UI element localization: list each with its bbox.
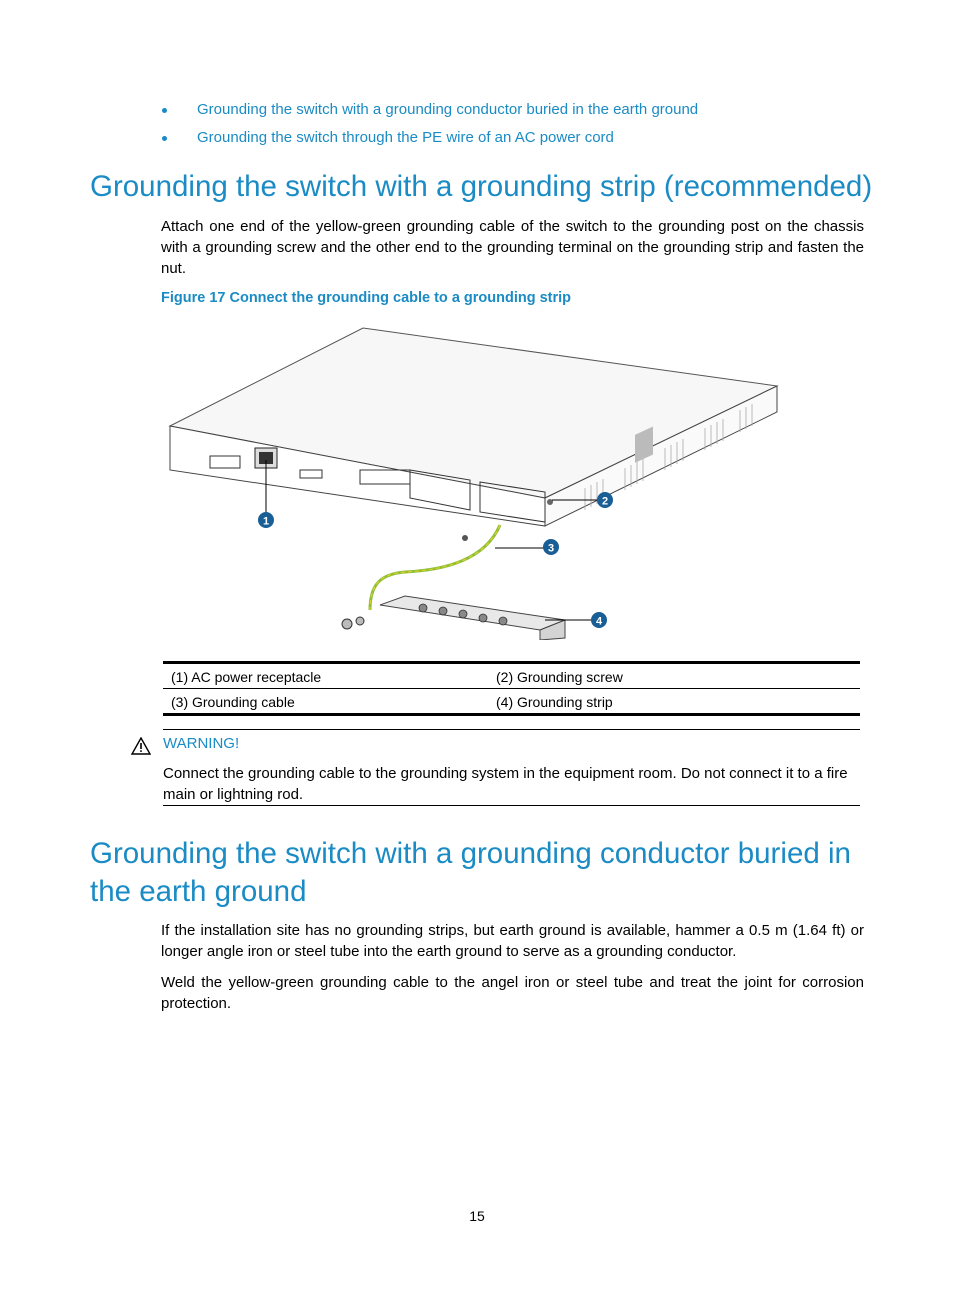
- body-paragraph: Weld the yellow-green grounding cable to the angel iron or steel tube and treat the joint for corrosion protection.: [161, 974, 864, 1012]
- nut-washer: [342, 617, 364, 629]
- bullet-item[interactable]: [160, 126, 920, 154]
- body-paragraph: If the installation site has no grounding strips, but earth ground is available, hammer a 0.5 m (1.64 ft) or longer angle iron or steel tube into the earth ground to serve as a grounding conductor.: [161, 922, 864, 960]
- grounding-cable: [370, 525, 500, 610]
- callout-3-label: 3: [547, 542, 555, 555]
- warning-icon: [131, 737, 151, 755]
- bullet-list: [160, 98, 920, 154]
- figure-legend-table: [163, 661, 860, 716]
- callout-1-label: 1: [262, 515, 270, 528]
- body-paragraph: Attach one end of the yellow-green grounding cable of the switch to the grounding post on the chassis with a grounding screw and the other end to the grounding terminal on the grounding strip and fasten the nut.: [161, 218, 864, 277]
- legend-cell: (1) AC power receptacle: [163, 663, 488, 689]
- page-number: 15: [469, 1208, 485, 1224]
- table-row: [163, 689, 860, 715]
- bullet-dot-icon: [162, 108, 167, 113]
- warning-divider: [163, 729, 860, 730]
- callout-2-label: 2: [601, 495, 609, 508]
- legend-cell: (3) Grounding cable: [171, 694, 295, 710]
- figure-caption: Figure 17 Connect the grounding cable to a grounding strip: [161, 290, 572, 306]
- warning-title: WARNING!: [163, 735, 240, 752]
- legend-cell: (4) Grounding strip: [496, 694, 613, 710]
- table-row: [163, 663, 860, 689]
- callout-4-label: 4: [595, 615, 603, 628]
- bullet-item[interactable]: [160, 98, 920, 126]
- bullet-link[interactable]: Grounding the switch through the PE wire of an AC power cord: [197, 129, 614, 146]
- screw: [462, 535, 468, 541]
- section-heading: Grounding the switch with a grounding strip (recommended): [90, 170, 873, 203]
- bullet-link[interactable]: Grounding the switch with a grounding conductor buried in the earth ground: [197, 101, 699, 118]
- legend-cell: (2) Grounding screw: [488, 663, 860, 689]
- section-heading: Grounding the switch with a grounding conductor buried in the earth ground: [90, 837, 851, 908]
- grounding-strip: [380, 596, 565, 630]
- warning-text: Connect the grounding cable to the grounding system in the equipment room. Do not connect it to a fire main or lightning rod.: [163, 765, 848, 803]
- grounding-figure: [165, 320, 785, 640]
- warning-divider: [163, 805, 860, 806]
- bullet-dot-icon: [162, 136, 167, 141]
